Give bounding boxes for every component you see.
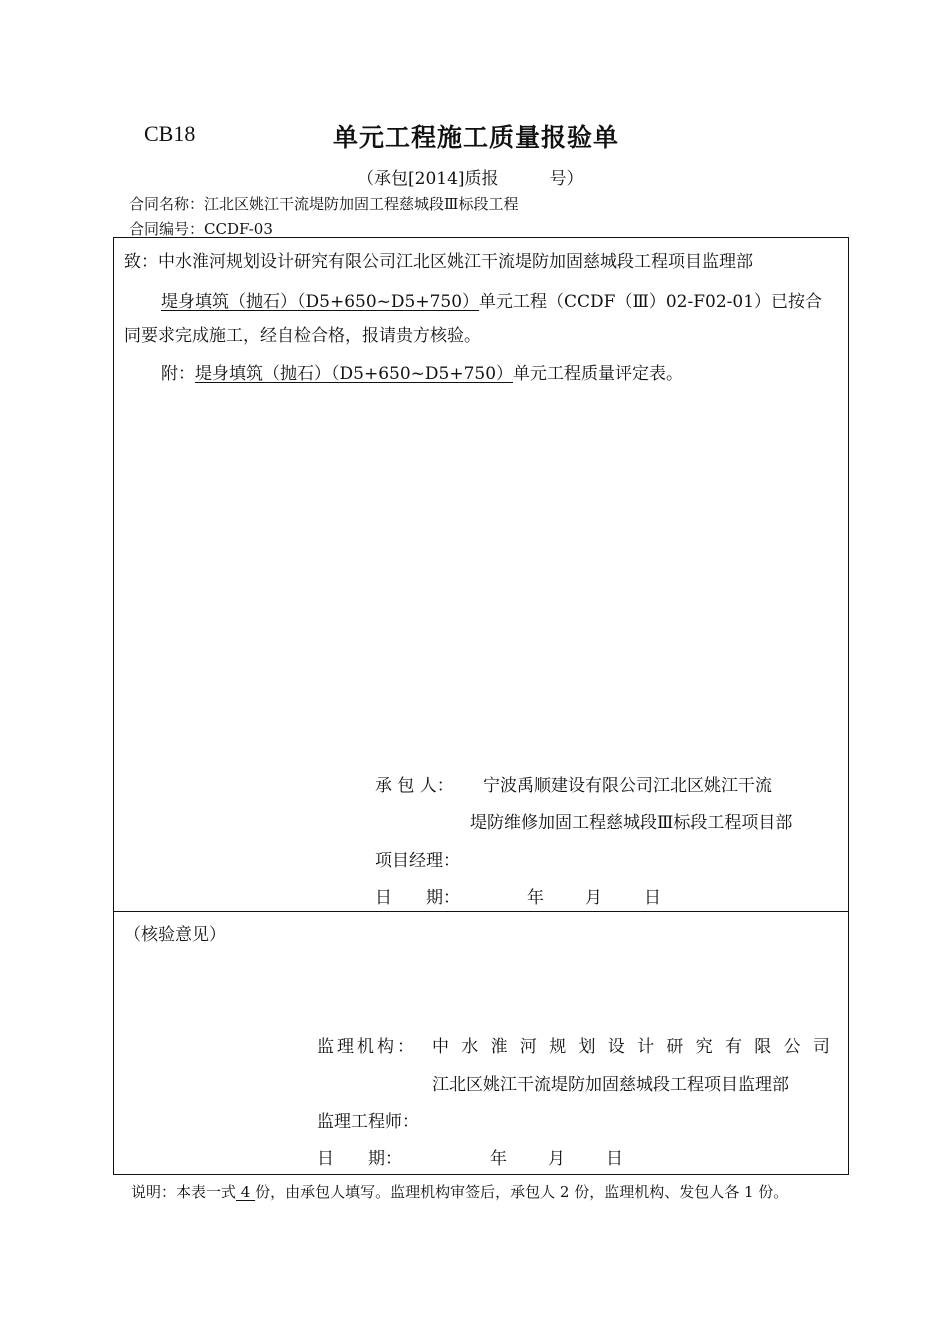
contract-name: 合同名称：江北区姚江干流堤防加固工程慈城段Ⅲ标段工程	[129, 195, 519, 213]
body-line-2: 同要求完成施工，经自检合格，报请贵方核验。	[124, 326, 481, 346]
supervisor-name-line-1: 中 水 淮 河 规 划 设 计 研 究 有 限 公 司	[432, 1037, 830, 1057]
body-line-1-rest: 单元工程（CCDF（Ⅲ）02-F02-01）已按合	[479, 292, 823, 312]
supervisor-name-line-2: 江北区姚江干流堤防加固慈城段工程项目监理部	[432, 1075, 789, 1095]
contractor-name-line-2: 堤防维修加固工程慈城段Ⅲ标段工程项目部	[470, 813, 793, 833]
contractor-date-day: 日	[644, 888, 661, 908]
contractor-date-month: 月	[585, 888, 602, 908]
contract-number: 合同编号：CCDF-03	[129, 220, 273, 238]
contractor-date-label: 日 期：	[375, 888, 460, 908]
supervisor-date-year: 年	[490, 1149, 507, 1169]
footer-note-prefix: 说明：本表一式	[131, 1183, 237, 1201]
attachment-prefix: 附：	[161, 364, 195, 384]
contractor-date-year: 年	[527, 888, 544, 908]
body-line-1	[161, 287, 822, 312]
footer-note-suffix: 份，由承包人填写。监理机构审签后，承包人 2 份，监理机构、发包人各 1 份。	[255, 1183, 789, 1201]
supervisor-date-day: 日	[606, 1149, 623, 1169]
addressee-line: 致：中水淮河规划设计研究有限公司江北区姚江干流堤防加固慈城段工程项目监理部	[124, 252, 753, 272]
opinion-label: （核验意见）	[124, 925, 226, 945]
contractor-label: 承 包 人：	[375, 776, 454, 796]
section-divider	[114, 911, 848, 912]
supervising-engineer-label: 监理工程师：	[317, 1112, 419, 1132]
attachment-line	[161, 359, 683, 384]
report-number: （承包[2014]质报 号）	[357, 169, 584, 189]
attachment-suffix: 单元工程质量评定表。	[513, 364, 684, 384]
project-manager-label: 项目经理：	[375, 851, 460, 871]
copies-count: 4	[236, 1183, 256, 1201]
attachment-unit-name: 堤身填筑（抛石）（D5+650~D5+750）	[195, 364, 514, 384]
contractor-name-line-1: 宁波禹顺建设有限公司江北区姚江干流	[483, 776, 772, 796]
unit-name: 堤身填筑（抛石）（D5+650~D5+750）	[161, 292, 480, 312]
supervisor-date-month: 月	[548, 1149, 565, 1169]
page-title: 单元工程施工质量报验单	[333, 123, 620, 152]
supervisor-date-label: 日 期：	[317, 1149, 402, 1169]
report-form	[113, 237, 849, 1175]
form-code: CB18	[144, 121, 196, 146]
footer-note	[131, 1181, 788, 1202]
supervisor-label: 监理机构：	[317, 1037, 417, 1057]
